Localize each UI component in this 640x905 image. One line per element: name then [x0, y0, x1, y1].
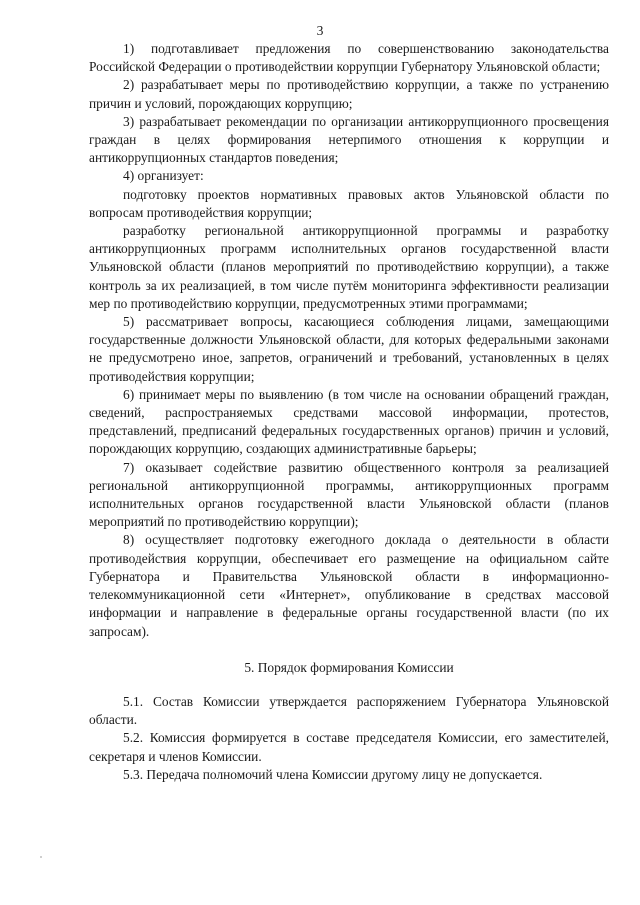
paragraph: 6) принимает меры по выявлению (в том числе на основании обращений граждан, сведений, распространяемых средствами массовой информации, протестов, представлений, предписаний федеральных государственных органов) причин и условий, порождающих коррупцию, создающих административные барьеры;	[89, 386, 609, 457]
paragraph: 5) рассматривает вопросы, касающиеся соблюдения лицами, замещающими государственные должности Ульяновской области, для которых федеральными законами не предусмотрено иное, запретов, ограничений и требований, установленных в целях противодействия коррупции;	[89, 314, 609, 384]
paragraph: 3) разрабатывает рекомендации по организации антикоррупционного просвещения граждан в целях формирования нетерпимого отношения к коррупции и антикоррупционных стандартов поведения;	[89, 113, 609, 166]
paragraph: 1) подготавливает предложения по совершенствованию законодательства Российской Федерации о противодействии коррупции Губернатору Ульяновской области;	[89, 41, 609, 75]
page-number: 3	[316, 23, 324, 38]
scan-artifact-dot	[40, 856, 42, 858]
paragraph: подготовку проектов нормативных правовых актов Ульяновской области по вопросам противодействия коррупции;	[89, 186, 609, 220]
paragraph: 8) осуществляет подготовку ежегодного доклада о деятельности в области противодействия коррупции, обеспечивает его размещение на официальном сайте Губернатора и Правительства Ульяновской области в информационно-телекоммуникационной сети «Интернет», опубликование в средствах массовой информации и направление в федеральные органы государственной власти (по их запросам).	[89, 532, 609, 639]
section-heading: 5. Порядок формирования Комиссии	[244, 659, 454, 675]
document-body	[89, 40, 609, 784]
paragraph: 2) разрабатывает меры по противодействию коррупции, а также по устранению причин и условий, порождающих коррупцию;	[89, 77, 609, 111]
paragraph: 5.2. Комиссия формируется в составе председателя Комиссии, его заместителей, секретаря и членов Комиссии.	[89, 730, 609, 764]
paragraph: 5.3. Передача полномочий члена Комиссии другому лицу не допускается.	[123, 766, 543, 782]
paragraph: 7) оказывает содействие развитию общественного контроля за реализацией региональной антикоррупционной программы, антикоррупционных программ исполнительных органов государственной власти Ульяновской области (планов мероприятий по противодействию коррупции);	[89, 459, 609, 530]
paragraph: 5.1. Состав Комиссии утверждается распоряжением Губернатора Ульяновской области.	[89, 693, 609, 728]
paragraph: разработку региональной антикоррупционной программы и разработку антикоррупционных программ исполнительных органов государственной власти Ульяновской области (планов мероприятий по противодействию коррупции), а также контроль за их реализацией, в том числе путём мониторинга эффективности реализации мер по противодействию коррупции, предусмотренных этими программами;	[89, 223, 609, 311]
paragraph: 4) организует:	[123, 168, 204, 184]
